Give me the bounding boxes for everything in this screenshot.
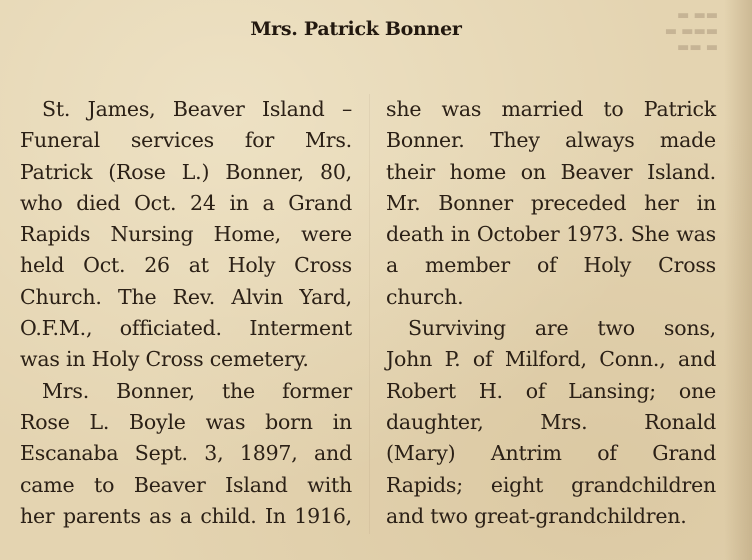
text-line: St. James, Beaver Island – <box>42 97 352 121</box>
text-line: daughter, Mrs. Ronald <box>386 409 716 434</box>
show-through-ink: ▬▬ ▬ ▬▬▬ ▬ ▬ ▬▬ <box>664 8 718 55</box>
clipping-edge-shadow <box>724 0 752 560</box>
text-line: their home on Beaver Island. <box>386 159 716 184</box>
text-line: Mr. Bonner preceded her in <box>386 190 716 215</box>
text-line: Rapids Nursing Home, were <box>20 222 352 247</box>
column-gutter <box>369 94 370 534</box>
text-line: Patrick (Rose L.) Bonner, 80, <box>20 159 352 184</box>
text-line: Rapids; eight grandchildren <box>386 472 716 497</box>
text-line: Escanaba Sept. 3, 1897, and <box>20 441 352 466</box>
text-line: Mrs. Bonner, the former <box>42 378 352 403</box>
text-line: church. <box>386 284 464 309</box>
article-column-left <box>20 94 352 532</box>
text-line: and two great-grandchildren. <box>386 503 687 528</box>
text-line: Surviving are two sons, <box>408 316 716 341</box>
text-line: who died Oct. 24 in a Grand <box>20 190 352 215</box>
text-line: held Oct. 26 at Holy Cross <box>20 253 352 278</box>
text-line: Funeral services for Mrs. <box>20 128 352 153</box>
text-line: came to Beaver Island with <box>20 472 352 497</box>
text-line: John P. of Milford, Conn., and <box>386 347 716 372</box>
article-headline: Mrs. Patrick Bonner <box>250 18 462 40</box>
text-line: Rose L. Boyle was born in <box>20 409 352 434</box>
text-line: a member of Holy Cross <box>386 253 716 278</box>
text-line: death in October 1973. She was <box>386 222 716 247</box>
text-line: her parents as a child. In 1916, <box>20 503 352 528</box>
text-line: Robert H. of Lansing; one <box>386 378 716 403</box>
text-line: Bonner. They always made <box>386 128 716 153</box>
text-line: was in Holy Cross cemetery. <box>20 347 309 372</box>
article-column-right <box>386 94 716 532</box>
text-line: (Mary) Antrim of Grand <box>386 441 716 466</box>
text-line: she was married to Patrick <box>386 97 716 121</box>
text-line: Church. The Rev. Alvin Yard, <box>20 284 352 309</box>
text-line: O.F.M., officiated. Interment <box>20 316 352 341</box>
